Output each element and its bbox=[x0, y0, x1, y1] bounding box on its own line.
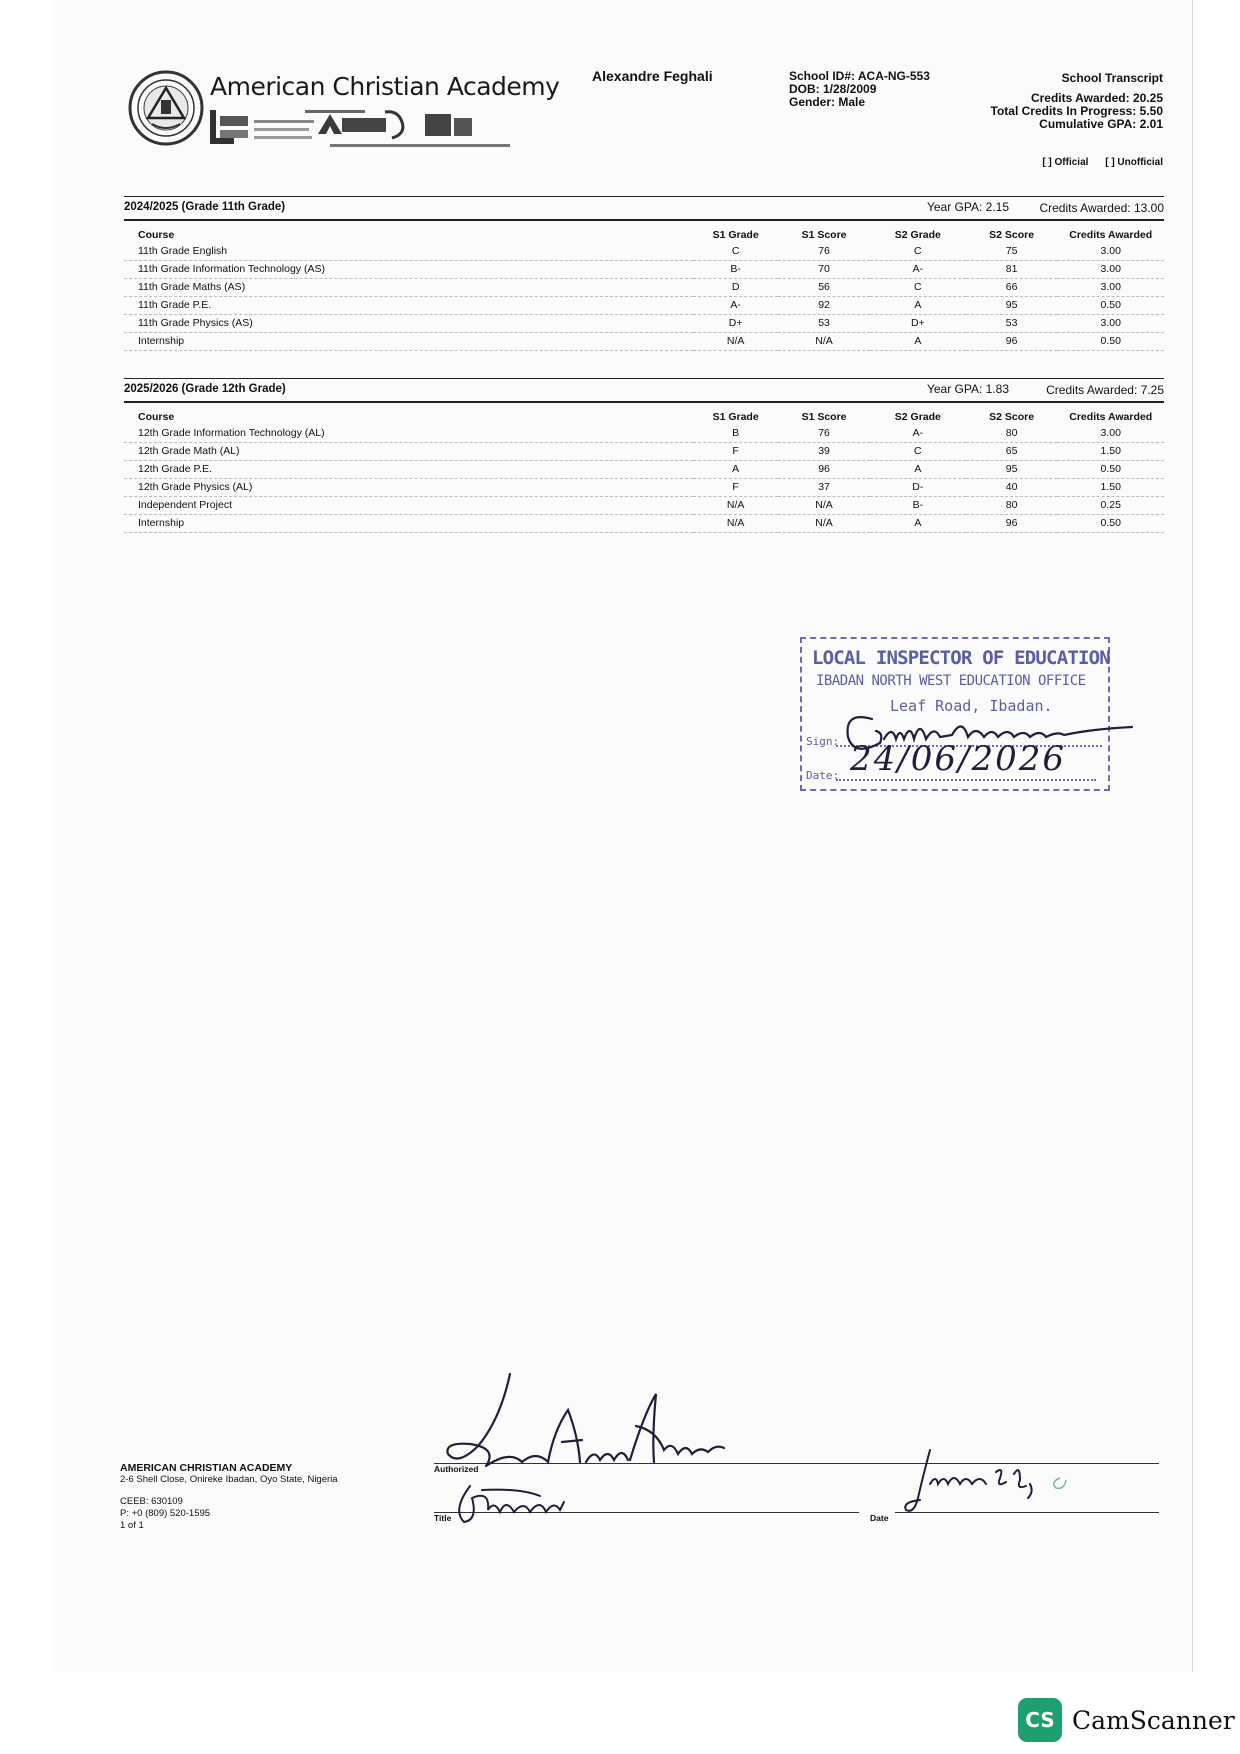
year-credits: Credits Awarded: 13.00 bbox=[1039, 201, 1164, 215]
table-row bbox=[124, 443, 1164, 461]
s2-grade: D+ bbox=[870, 315, 966, 333]
stamp-line-2: IBADAN NORTH WEST EDUCATION OFFICE bbox=[816, 673, 1086, 689]
stamp-line-3: Leaf Road, Ibadan. bbox=[890, 697, 1053, 715]
year-title: 2024/2025 (Grade 11th Grade) bbox=[124, 201, 286, 213]
credits: 3.00 bbox=[1057, 279, 1164, 297]
school-seal-logo bbox=[128, 70, 204, 146]
student-name: Alexandre Feghali bbox=[592, 68, 713, 84]
s1-score: N/A bbox=[778, 497, 870, 515]
s2-score: 40 bbox=[966, 479, 1058, 497]
s2-score: 96 bbox=[966, 333, 1058, 351]
credits: 1.50 bbox=[1057, 479, 1164, 497]
s1-score: 76 bbox=[778, 243, 870, 261]
credits: 0.25 bbox=[1057, 497, 1164, 515]
stamp-sign-label: Sign: bbox=[806, 735, 840, 748]
footer-phone: P: +0 (809) 520-1595 bbox=[120, 1508, 211, 1519]
handwritten-date-signature bbox=[900, 1440, 1100, 1520]
s1-score: 92 bbox=[778, 297, 870, 315]
table-row bbox=[124, 497, 1164, 515]
credits: 0.50 bbox=[1057, 297, 1164, 315]
title-label: Title bbox=[434, 1513, 452, 1523]
course-table bbox=[124, 405, 1164, 533]
credits: 0.50 bbox=[1057, 333, 1164, 351]
s2-score: 95 bbox=[966, 461, 1058, 479]
year-gpa: Year GPA: 1.83 bbox=[926, 382, 1009, 396]
credits: 1.50 bbox=[1057, 443, 1164, 461]
school-id: School ID#: ACA-NG-553 bbox=[789, 69, 930, 83]
credits: 3.00 bbox=[1057, 315, 1164, 333]
dob: DOB: 1/28/2009 bbox=[789, 82, 877, 96]
stamp-date-label: Date: bbox=[806, 769, 840, 782]
table-row bbox=[124, 479, 1164, 497]
course-name: 11th Grade Maths (AS) bbox=[124, 279, 693, 297]
table-header-row bbox=[124, 405, 1164, 425]
table-row bbox=[124, 515, 1164, 533]
student-info bbox=[789, 70, 930, 109]
s2-score: 80 bbox=[966, 425, 1058, 443]
course-name: 12th Grade Physics (AL) bbox=[124, 479, 693, 497]
s2-grade: C bbox=[870, 243, 966, 261]
s2-grade: B- bbox=[870, 497, 966, 515]
year-section-1 bbox=[124, 196, 1164, 351]
year-section-2 bbox=[124, 378, 1164, 533]
s2-grade: D- bbox=[870, 479, 966, 497]
course-name: Internship bbox=[124, 333, 693, 351]
table-row bbox=[124, 461, 1164, 479]
s2-grade: A bbox=[870, 297, 966, 315]
s2-score: 95 bbox=[966, 297, 1058, 315]
credits-awarded-total: Credits Awarded: 20.25 bbox=[1030, 91, 1163, 105]
col-s2-grade: S2 Grade bbox=[894, 411, 941, 423]
official-checkbox: [ ] Official bbox=[1042, 157, 1089, 168]
col-credits: Credits Awarded bbox=[1069, 229, 1153, 241]
table-row bbox=[124, 315, 1164, 333]
principal-signature bbox=[430, 1370, 730, 1530]
s2-score: 81 bbox=[966, 261, 1058, 279]
s1-grade: F bbox=[693, 479, 778, 497]
s2-grade: A bbox=[870, 333, 966, 351]
table-row bbox=[124, 425, 1164, 443]
s2-grade: A- bbox=[870, 425, 966, 443]
col-credits: Credits Awarded bbox=[1069, 411, 1153, 423]
stamp-line-1: LOCAL INSPECTOR OF EDUCATION bbox=[812, 647, 1110, 669]
course-name: 11th Grade Information Technology (AS) bbox=[124, 261, 693, 279]
course-name: Independent Project bbox=[124, 497, 693, 515]
table-header-row bbox=[124, 223, 1164, 243]
cumulative-gpa: Cumulative GPA: 2.01 bbox=[1039, 117, 1163, 131]
credits: 3.00 bbox=[1057, 425, 1164, 443]
document-title: School Transcript bbox=[1061, 71, 1163, 85]
course-name: 11th Grade English bbox=[124, 243, 693, 261]
year-credits: Credits Awarded: 7.25 bbox=[1046, 383, 1164, 397]
table-row bbox=[124, 261, 1164, 279]
col-s2-score: S2 Score bbox=[989, 229, 1035, 241]
s1-score: 37 bbox=[778, 479, 870, 497]
footer-ceeb: CEEB: 630109 bbox=[120, 1496, 183, 1507]
s1-score: 39 bbox=[778, 443, 870, 461]
school-footer bbox=[120, 1462, 338, 1532]
course-name: 12th Grade Information Technology (AL) bbox=[124, 425, 693, 443]
col-s2-score: S2 Score bbox=[989, 411, 1035, 423]
s1-grade: D+ bbox=[693, 315, 778, 333]
col-s1-score: S1 Score bbox=[801, 229, 847, 241]
camscanner-watermark bbox=[1018, 1698, 1235, 1742]
s2-grade: A- bbox=[870, 261, 966, 279]
footer-address: 2-6 Shell Close, Onireke Ibadan, Oyo State, Nigeria bbox=[120, 1474, 338, 1485]
footer-school-name: AMERICAN CHRISTIAN ACADEMY bbox=[120, 1462, 293, 1474]
credits: 0.50 bbox=[1057, 461, 1164, 479]
table-row bbox=[124, 279, 1164, 297]
s1-grade: B bbox=[693, 425, 778, 443]
s1-grade: N/A bbox=[693, 497, 778, 515]
school-name: American Christian Academy bbox=[210, 72, 560, 101]
s1-grade: C bbox=[693, 243, 778, 261]
official-status bbox=[1028, 157, 1163, 168]
course-name: 11th Grade Physics (AS) bbox=[124, 315, 693, 333]
year-gpa: Year GPA: 2.15 bbox=[926, 200, 1009, 214]
credits: 0.50 bbox=[1057, 515, 1164, 533]
s1-grade: N/A bbox=[693, 333, 778, 351]
credits: 3.00 bbox=[1057, 243, 1164, 261]
course-table bbox=[124, 223, 1164, 351]
s2-score: 65 bbox=[966, 443, 1058, 461]
year-header bbox=[124, 196, 1164, 221]
s1-grade: B- bbox=[693, 261, 778, 279]
s1-score: N/A bbox=[778, 333, 870, 351]
table-row bbox=[124, 333, 1164, 351]
col-s1-grade: S1 Grade bbox=[712, 229, 759, 241]
unofficial-checkbox: [ ] Unofficial bbox=[1105, 157, 1163, 168]
course-name: Internship bbox=[124, 515, 693, 533]
s1-score: 56 bbox=[778, 279, 870, 297]
transcript-summary bbox=[991, 72, 1164, 131]
s1-grade: N/A bbox=[693, 515, 778, 533]
inspector-stamp bbox=[800, 637, 1110, 791]
col-s1-grade: S1 Grade bbox=[712, 411, 759, 423]
s1-score: 70 bbox=[778, 261, 870, 279]
course-name: 12th Grade P.E. bbox=[124, 461, 693, 479]
s2-score: 96 bbox=[966, 515, 1058, 533]
col-s1-score: S1 Score bbox=[801, 411, 847, 423]
s1-grade: A- bbox=[693, 297, 778, 315]
s2-grade: C bbox=[870, 443, 966, 461]
authorized-label: Authorized bbox=[434, 1464, 479, 1474]
camscanner-name: CamScanner bbox=[1072, 1706, 1235, 1735]
date-label: Date bbox=[870, 1513, 889, 1523]
s1-score: 76 bbox=[778, 425, 870, 443]
col-s2-grade: S2 Grade bbox=[894, 229, 941, 241]
credits: 3.00 bbox=[1057, 261, 1164, 279]
year-title: 2025/2026 (Grade 12th Grade) bbox=[124, 383, 286, 395]
accreditation-logos bbox=[210, 108, 510, 150]
course-name: 12th Grade Math (AL) bbox=[124, 443, 693, 461]
s1-score: 53 bbox=[778, 315, 870, 333]
gender: Gender: Male bbox=[789, 95, 866, 109]
s1-score: 96 bbox=[778, 461, 870, 479]
s2-score: 66 bbox=[966, 279, 1058, 297]
s1-grade: A bbox=[693, 461, 778, 479]
stamp-handwritten-date: 24/06/2026 bbox=[850, 739, 1066, 779]
s2-grade: A bbox=[870, 515, 966, 533]
s2-score: 80 bbox=[966, 497, 1058, 515]
s2-grade: A bbox=[870, 461, 966, 479]
table-row bbox=[124, 243, 1164, 261]
year-header bbox=[124, 378, 1164, 403]
s2-score: 75 bbox=[966, 243, 1058, 261]
s1-score: N/A bbox=[778, 515, 870, 533]
s2-score: 53 bbox=[966, 315, 1058, 333]
col-course: Course bbox=[138, 229, 175, 241]
col-course: Course bbox=[138, 411, 175, 423]
s1-grade: F bbox=[693, 443, 778, 461]
s2-grade: C bbox=[870, 279, 966, 297]
s1-grade: D bbox=[693, 279, 778, 297]
footer-page: 1 of 1 bbox=[120, 1520, 144, 1531]
credits-in-progress: Total Credits In Progress: 5.50 bbox=[990, 104, 1163, 118]
camscanner-logo-icon: CS bbox=[1018, 1698, 1062, 1742]
table-row bbox=[124, 297, 1164, 315]
course-name: 11th Grade P.E. bbox=[124, 297, 693, 315]
